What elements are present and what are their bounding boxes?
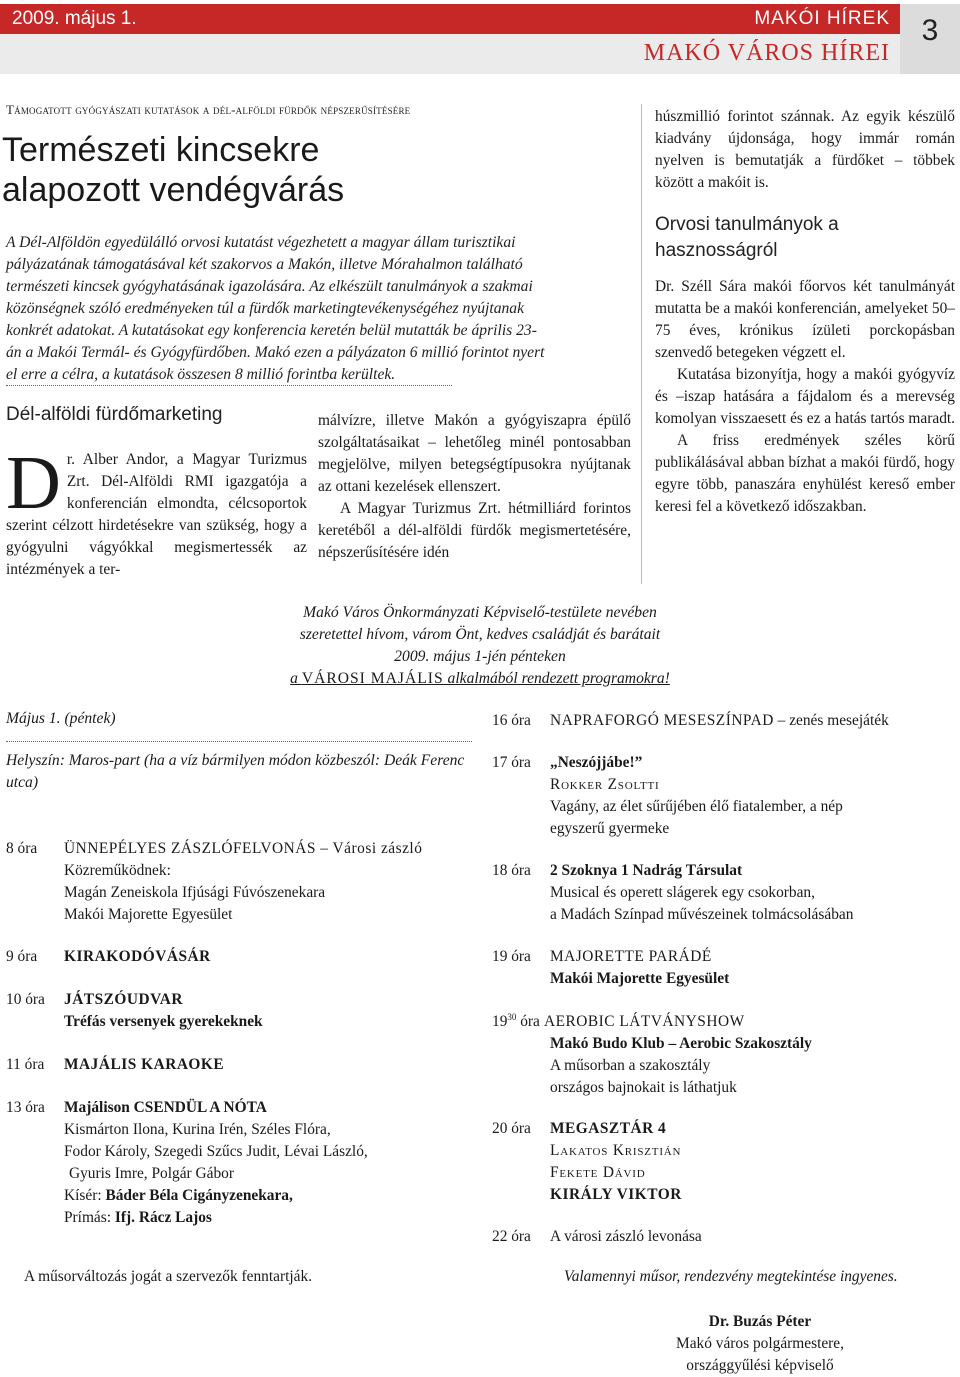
program-details (550, 710, 889, 732)
program-performer: Makói Majorette Egyesület (550, 970, 730, 987)
invitation-line: szeretettel hívom, várom Önt, kedves családját és barátait (299, 626, 661, 643)
program-performer: Rokker Zsoltti (550, 776, 660, 793)
program-title: MEGASZTÁR 4 (550, 1120, 667, 1137)
event-name: VÁROSI MAJÁLIS (301, 670, 444, 687)
time-unit: óra (516, 1013, 540, 1030)
column-3-paragraph: A friss eredmények széles körű publikálásával abban bízhat a makói fürdő, hogy egyre több, panaszára enyhülést kereső ember keresi fel a következő időszakban. (655, 432, 955, 515)
invitation (200, 602, 760, 690)
program-line: Közreműködnek: (64, 862, 171, 879)
program-details (550, 946, 729, 990)
program-label: Prímás: (64, 1209, 115, 1226)
program-time: 20 óra (492, 1120, 531, 1137)
program-details (550, 752, 843, 840)
program-title: A városi zászló levonása (550, 1228, 702, 1245)
page-number: 3 (921, 14, 939, 47)
program-time: 9 óra (6, 948, 38, 965)
lead-line: konkrét adatokat. A kutatásokat egy konferencia keretén belül mutatták be április 23- (6, 322, 537, 339)
invitation-line (200, 668, 760, 690)
program-title: AEROBIC LÁTVÁNYSHOW (544, 1013, 745, 1030)
invitation-prefix: a (290, 670, 302, 687)
column-2-paragraph: A Magyar Turizmus Zrt. hétmilliárd forintos keretéből a dél-alföldi fürdők megismertetésére, népszerűsítésére idén (318, 500, 631, 561)
free-entry-note: Valamennyi műsor, rendezvény megtekintése ingyenes. (564, 1268, 898, 1285)
program-divider (6, 741, 472, 742)
program-details (544, 1011, 812, 1099)
program-title: 2 Szoknya 1 Nadrág Társulat (550, 862, 743, 879)
program-line: Vagány, az élet sűrűjében élő fiatalember, a nép (550, 798, 843, 815)
article-title (2, 130, 344, 210)
article-title-line1: Természeti kincsekre (2, 131, 320, 169)
time-minute: 30 (507, 1011, 517, 1022)
program-details (64, 838, 422, 926)
program-title: KIRAKODÓVÁSÁR (64, 948, 211, 965)
program-performer: Makó Budo Klub – Aerobic Szakosztály (550, 1035, 812, 1052)
issue-date: 2009. május 1. (12, 8, 137, 29)
program-time: 11 óra (6, 1056, 45, 1073)
program-time (492, 1011, 552, 1033)
lead-line: el erre a célra, a kutatások összesen 8 millió forintba kerültek. (6, 366, 396, 383)
column-3-paragraph: Dr. Széll Sára makói főorvos két tanulmányát mutatta be a makói konferencián, amelyeket 50–75 éves, krónikus ízületi porckopásban szenvedő betegeken végzett el. (655, 278, 955, 361)
program-details (550, 1118, 682, 1206)
drop-cap: D (6, 441, 61, 525)
signature-block (640, 1311, 880, 1377)
article-column-3 (655, 276, 955, 518)
program-time: 18 óra (492, 862, 531, 879)
program-title: ÜNNEPÉLYES ZÁSZLÓFELVONÁS – Városi zászló (64, 840, 423, 857)
program-performer: Lakatos Krisztián (550, 1142, 682, 1159)
subhead-marketing: Dél-alföldi fürdőmarketing (6, 404, 223, 425)
program-change-note: A műsorváltozás jogát a szervezők fenntartják. (24, 1268, 313, 1285)
program-time: 19 óra (492, 948, 531, 965)
lead-line: közönségnek szóló eredményeken túl a fürdők marketingtevékenységéhez nyújtanak (6, 300, 525, 317)
program-title: „Neszójjábe!” (550, 754, 643, 771)
time-hour: 19 (492, 1013, 508, 1030)
program-performer: Ifj. Rácz Lajos (114, 1209, 212, 1226)
program-details (64, 1097, 368, 1229)
program-title: MAJÁLIS KARAOKE (64, 1056, 225, 1073)
article-column-2 (318, 410, 631, 564)
program-performer: Báder Béla Cigányzenekara, (105, 1187, 293, 1204)
section-name: MAKÓI HÍREK (754, 8, 890, 29)
program-time: 17 óra (492, 754, 531, 771)
article-column-1 (6, 441, 307, 581)
program-time: 22 óra (492, 1228, 531, 1245)
lead-line: A Dél-Alföldön egyedülálló orvosi kutatást végezhetett a magyar állam turisztikai (6, 234, 516, 251)
program-time: 16 óra (492, 712, 531, 729)
article-column-3-top: húszmillió forintot szánnak. Az egyik készülő kiadvány újdonsága, hogy immár román nyelven is bemutatják a fürdőket – többek között a makóit is. (655, 108, 955, 191)
signature-role: országgyűlési képviselő (686, 1357, 834, 1374)
program-line: Gyuris Imre, Polgár Gábor (69, 1165, 234, 1182)
program-title: NAPRAFORGÓ MESESZÍNPAD (550, 712, 774, 729)
program-suffix: – zenés mesejáték (773, 712, 889, 729)
program-day: Május 1. (péntek) (6, 710, 116, 727)
program-venue (6, 750, 466, 794)
signature-name: Dr. Buzás Péter (708, 1313, 812, 1330)
invitation-line: 2009. május 1-jén pénteken (394, 648, 566, 665)
program-performer: Fekete Dávid (550, 1164, 646, 1181)
program-line: Makói Majorette Egyesület (64, 906, 233, 923)
program-title: Majálison CSENDÜL A NÓTA (64, 1099, 267, 1116)
page-title: MAKÓ VÁROS HÍREI (643, 40, 890, 66)
program-label: Kísér: (64, 1187, 106, 1204)
program-time: 8 óra (6, 840, 38, 857)
lead-line: án a Makói Termál- és Gyógyfürdőben. Makó ezen a pályázaton 6 millió forintot nyert (6, 344, 545, 361)
program-time: 10 óra (6, 991, 45, 1008)
program-title: JÁTSZÓUDVAR (64, 991, 183, 1008)
program-line: Magán Zeneiskola Ifjúsági Fúvószenekara (64, 884, 326, 901)
program-line (64, 1207, 368, 1229)
program-line: Kismárton Ilona, Kurina Irén, Széles Flóra, (64, 1121, 331, 1138)
subhead-studies: Orvosi tanulmányok a hasznosságról (655, 214, 839, 261)
column-3-paragraph: Kutatása bizonyítja, hogy a makói gyógyvíz és –iszap hatására a fájdalom és a merevség komolyan visszaesett és ez a hatás tartós maradt. (655, 366, 956, 427)
program-performer: KIRÁLY VIKTOR (550, 1186, 682, 1203)
column-2-paragraph: málvízre, illetve Makón a gyógyiszapra épülő szolgáltatásaikat – lehetőleg minél pontosabban megjelölve, milyen betegségtípusokra nyújtanak az ottani kezelések ellenszert. (318, 412, 631, 495)
column-divider (641, 104, 642, 584)
program-line: Fodor Károly, Szegedi Szűcs Judit, Lévai László, (64, 1143, 368, 1160)
program-line: a Madách Színpad művészeinek tolmácsolásában (550, 906, 854, 923)
program-details (64, 989, 263, 1033)
program-details (550, 860, 853, 926)
program-line: Tréfás versenyek gyerekeknek (64, 1013, 263, 1030)
article-title-line2: alapozott vendégvárás (2, 171, 345, 209)
program-line: országos bajnokait is láthatjuk (550, 1079, 737, 1096)
program-line: Musical és operett slágerek egy csokorban, (550, 884, 815, 901)
lead-line: természeti kincsek gyógyhatásának igazolására. Az elkészült tanulmányok a szakmai (6, 278, 533, 295)
program-line: egyszerű gyermeke (550, 820, 670, 837)
program-time: 13 óra (6, 1099, 45, 1116)
signature-role: Makó város polgármestere, (676, 1335, 844, 1352)
program-line (64, 1185, 368, 1207)
venue-text: Helyszín: Maros-part (ha a víz bármilyen módon közbeszól: Deák Ferenc utca) (6, 752, 465, 791)
program-title: MAJORETTE PARÁDÉ (550, 948, 712, 965)
invitation-suffix: alkalmából rendezett programokra! (443, 670, 670, 687)
lead-divider (6, 385, 452, 386)
lead-line: pályázatának támogatásával két szakorvos a Makón, illetve Mórahalmon található (6, 256, 523, 273)
article-lead (6, 232, 630, 386)
program-line: A műsorban a szakosztály (550, 1057, 711, 1074)
article-kicker: Támogatott gyógyászati kutatások a dél-alföldi fürdők népszerűsítésére (6, 102, 411, 117)
column-1-text: r. Alber Andor, a Magyar Turizmus Zrt. Dél-Alföldi RMI igazgatója a konferencián elmondta, célcsoportok szerint célzott hirdetésekre van szükség, hogy a gyógyulni vágyókkal megismertessék az intézmények a ter- (6, 451, 307, 578)
invitation-line: Makó Város Önkormányzati Képviselő-testülete nevében (303, 604, 657, 621)
